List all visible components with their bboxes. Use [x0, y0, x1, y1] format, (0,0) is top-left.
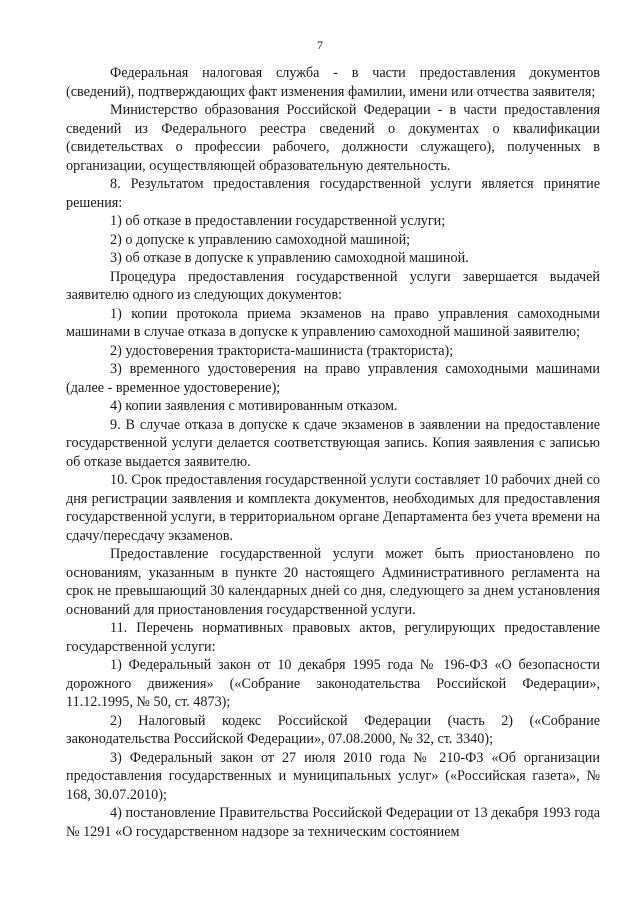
paragraph: 10. Срок предоставления государственной услуги составляет 10 рабочих дней со дня регистрации заявления и комплекта документов, необходимых для предоставления государственной услуги, в территориальном органе Департамента без учета времени на сдачу/пересдачу экзаменов. [66, 472, 600, 544]
page-number: 7 [317, 38, 323, 52]
paragraph: Федеральная налоговая служба - в части предоставления документов (сведений), подтверждающих факт изменения фамилии, имени или отчества заявителя; [66, 65, 600, 100]
list-item: 1) копии протокола приема экзаменов на право управления самоходными машинами в случае отказа в допуске к управлению самоходной машиной заявителю; [66, 305, 600, 340]
paragraph: Министерство образования Российской Федерации - в части предоставления сведений из Федерального реестра сведений о документах о квалификации (свидетельствах о профессии рабочего, должности служащего), полученных в организации, осуществляющей образовательную деятельность. [66, 102, 600, 174]
list-item: 3) временного удостоверения на право управления самоходными машинами (далее - временное удостоверение); [66, 361, 600, 396]
list-item: 2) Налоговый кодекс Российской Федерации (часть 2) («Собрание законодательства Российской Федерации», 07.08.2000, № 32, ст. 3340); [66, 712, 600, 747]
list-item: 1) об отказе в предоставлении государственной услуги; [110, 213, 446, 229]
list-item: 2) удостоверения тракториста-машиниста (тракториста); [110, 342, 454, 359]
document-body [66, 64, 600, 841]
paragraph: 8. Результатом предоставления государственной услуги является принятие решения: [66, 176, 600, 211]
list-item: 1) Федеральный закон от 10 декабря 1995 года № 196-ФЗ «О безопасности дорожного движения» («Собрание законодательства Российской Федерации», 11.12.1995, № 50, ст. 4873); [66, 657, 600, 710]
paragraph: 11. Перечень нормативных правовых актов, регулирующих предоставление государственной услуги: [66, 620, 600, 655]
paragraph: 9. В случае отказа в допуске к сдаче экзаменов в заявлении на предоставление государственной услуги делается соответствующая запись. Копия заявления с записью об отказе выдается заявителю. [66, 416, 600, 470]
paragraph: Процедура предоставления государственной услуги завершается выдачей заявителю одного из следующих документов: [66, 268, 600, 303]
list-item: 2) о допуске к управлению самоходной машиной; [110, 231, 411, 248]
list-item: 3) Федеральный закон от 27 июля 2010 года № 210-ФЗ «Об организации предоставления государственных и муниципальных услуг» («Российская газета», № 168, 30.07.2010); [66, 749, 600, 803]
list-item: 3) об отказе в допуске к управлению самоходной машиной. [110, 250, 469, 266]
list-item: 4) постановление Правительства Российской Федерации от 13 декабря 1993 года № 1291 «О государственном надзоре за техническим состоянием [66, 805, 600, 840]
paragraph: Предоставление государственной услуги может быть приостановлено по основаниям, указанным в пункте 20 настоящего Административного регламента на срок не превышающий 30 календарных дней со дня, следующего за днем установления оснований для приостановления государственной услуги. [66, 546, 600, 618]
list-item: 4) копии заявления с мотивированным отказом. [110, 398, 398, 414]
